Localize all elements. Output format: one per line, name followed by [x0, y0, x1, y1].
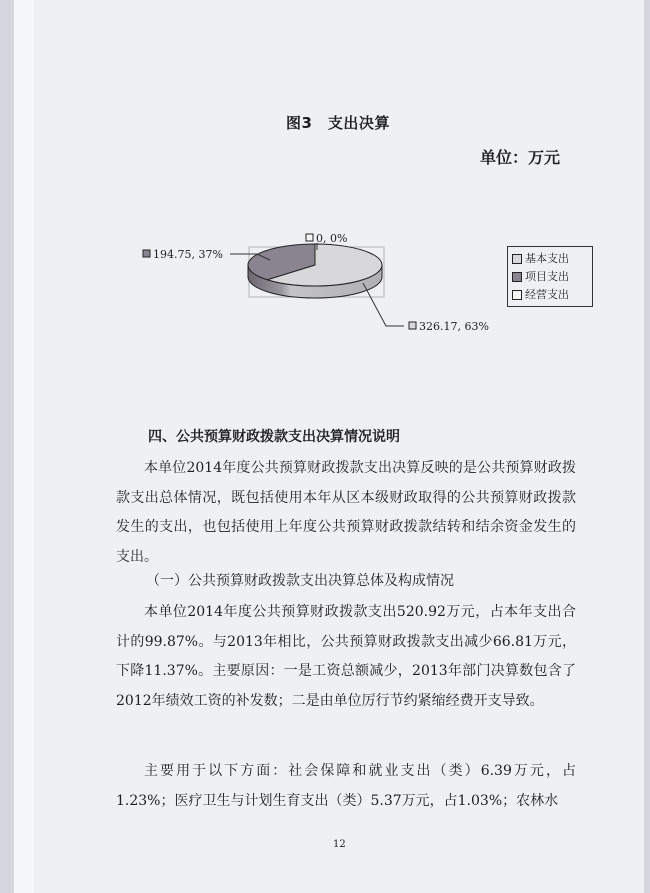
figure-title: 图3 支出决算 [286, 114, 390, 132]
data-label-marker-project [143, 250, 150, 257]
legend-item-basic [512, 250, 588, 268]
legend-swatch-project [512, 272, 522, 282]
data-label-operating: 0, 0% [316, 232, 348, 245]
data-label-marker-basic [409, 322, 416, 329]
legend-item-project [512, 268, 588, 286]
paragraph-overview: 本单位2014年度公共预算财政拨款支出决算反映的是公共预算财政拨款支出总体情况，既包括使用本年从区本级财政取得的公共预算财政拨款发生的支出，也包括使用上年度公共预算财政拨款结转和结余资金发生的支出。 [116, 460, 576, 565]
legend-label-basic: 基本支出 [525, 252, 569, 265]
unit-label: 单位：万元 [480, 148, 561, 167]
legend-swatch-operating [512, 290, 522, 300]
data-label-marker-operating [306, 234, 313, 241]
sub-heading: （一）公共预算财政拨款支出决算总体及构成情况 [146, 573, 454, 589]
legend-swatch-basic [512, 254, 522, 264]
page-number: 12 [333, 839, 346, 850]
section-heading: 四、公共预算财政拨款支出决算情况说明 [148, 429, 400, 445]
legend-label-operating: 经营支出 [525, 288, 569, 301]
chart-legend [507, 246, 593, 307]
paragraph-usage: 主要用于以下方面：社会保障和就业支出（类）6.39万元，占1.23%；医疗卫生与计划生育支出（类）5.37万元，占1.03%；农林水 [116, 763, 576, 809]
pie-slices [248, 244, 382, 286]
data-label-project: 194.75, 37% [153, 248, 223, 261]
legend-item-operating [512, 286, 588, 304]
legend-label-project: 项目支出 [525, 270, 569, 283]
data-label-basic: 326.17, 63% [419, 320, 489, 333]
paragraph-totals: 本单位2014年度公共预算财政拨款支出520.92万元，占本年支出合计的99.87%。与2013年相比，公共预算财政拨款支出减少66.81万元，下降11.37%。主要原因：一是工资总额减少，2013年部门决算数包含了2012年绩效工资的补发数；二是由单位厉行节约紧缩经费开支导致。 [116, 604, 576, 709]
